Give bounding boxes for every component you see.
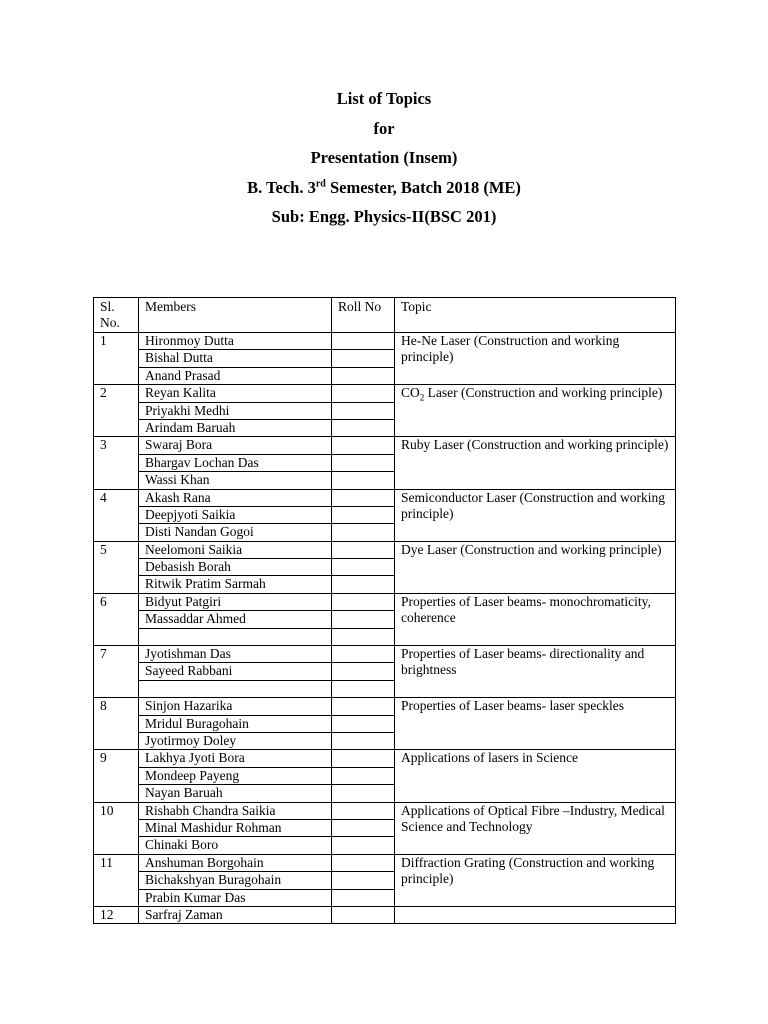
member-name-cell: Wassi Khan bbox=[139, 472, 332, 489]
topic-subscript: 2 bbox=[419, 392, 425, 403]
topics-table bbox=[93, 297, 676, 924]
roll-no-cell bbox=[332, 506, 395, 523]
roll-no-cell bbox=[332, 819, 395, 836]
table-header-row bbox=[94, 298, 676, 333]
member-name-cell: Priyakhi Medhi bbox=[139, 402, 332, 419]
table-row bbox=[94, 646, 676, 663]
topic-cell bbox=[395, 385, 676, 437]
roll-no-cell bbox=[332, 872, 395, 889]
member-name-cell: Akash Rana bbox=[139, 489, 332, 506]
member-name-cell: Nayan Baruah bbox=[139, 785, 332, 802]
serial-number-cell: 6 bbox=[94, 593, 139, 645]
topic-cell: Ruby Laser (Construction and working principle) bbox=[395, 437, 676, 489]
roll-no-cell bbox=[332, 906, 395, 923]
roll-no-cell bbox=[332, 663, 395, 680]
title-course-prefix: B. Tech. 3 bbox=[247, 177, 316, 197]
member-name-cell bbox=[139, 680, 332, 697]
title-course-suffix: Semester, Batch 2018 (ME) bbox=[325, 177, 521, 197]
table-row bbox=[94, 489, 676, 506]
member-name-cell: Chinaki Boro bbox=[139, 837, 332, 854]
roll-no-cell bbox=[332, 889, 395, 906]
roll-no-cell bbox=[332, 576, 395, 593]
member-name-cell: Disti Nandan Gogoi bbox=[139, 524, 332, 541]
topic-cell: Properties of Laser beams- monochromaticity, coherence bbox=[395, 593, 676, 645]
roll-no-cell bbox=[332, 628, 395, 645]
topic-cell bbox=[395, 906, 676, 923]
table-row bbox=[94, 541, 676, 558]
title-for: for bbox=[373, 118, 395, 138]
roll-no-cell bbox=[332, 611, 395, 628]
member-name-cell: Hironmoy Dutta bbox=[139, 333, 332, 350]
title-list-of-topics: List of Topics bbox=[336, 89, 432, 108]
roll-no-cell bbox=[332, 854, 395, 871]
roll-no-cell bbox=[332, 785, 395, 802]
topics-table-body bbox=[94, 333, 676, 924]
topic-cell: Applications of lasers in Science bbox=[395, 750, 676, 802]
topic-cell: Dye Laser (Construction and working principle) bbox=[395, 541, 676, 593]
serial-number-cell: 7 bbox=[94, 646, 139, 698]
roll-no-cell bbox=[332, 646, 395, 663]
roll-no-cell bbox=[332, 472, 395, 489]
member-name-cell: Anshuman Borgohain bbox=[139, 854, 332, 871]
roll-no-cell bbox=[332, 367, 395, 384]
serial-number-cell: 2 bbox=[94, 385, 139, 437]
topic-cell: He-Ne Laser (Construction and working principle) bbox=[395, 333, 676, 385]
roll-no-cell bbox=[332, 333, 395, 350]
member-name-cell: Rishabh Chandra Saikia bbox=[139, 802, 332, 819]
topic-text-suffix: Laser (Construction and working principle) bbox=[424, 385, 663, 401]
roll-no-cell bbox=[332, 437, 395, 454]
serial-number-cell: 12 bbox=[94, 906, 139, 923]
header-roll-no: Roll No bbox=[332, 298, 395, 333]
member-name-cell: Lakhya Jyoti Bora bbox=[139, 750, 332, 767]
member-name-cell: Neelomoni Saikia bbox=[139, 541, 332, 558]
title-course-ordinal: rd bbox=[315, 178, 326, 189]
member-name-cell: Massaddar Ahmed bbox=[139, 611, 332, 628]
table-row bbox=[94, 437, 676, 454]
topic-cell: Properties of Laser beams- directionality and brightness bbox=[395, 646, 676, 698]
roll-no-cell bbox=[332, 680, 395, 697]
roll-no-cell bbox=[332, 454, 395, 471]
member-name-cell: Prabin Kumar Das bbox=[139, 889, 332, 906]
roll-no-cell bbox=[332, 593, 395, 610]
roll-no-cell bbox=[332, 385, 395, 402]
table-row bbox=[94, 333, 676, 350]
serial-number-cell: 8 bbox=[94, 698, 139, 750]
title-subject: Sub: Engg. Physics-II(BSC 201) bbox=[271, 207, 497, 226]
topic-cell: Diffraction Grating (Construction and working principle) bbox=[395, 854, 676, 906]
topic-cell: Semiconductor Laser (Construction and working principle) bbox=[395, 489, 676, 541]
serial-number-cell: 9 bbox=[94, 750, 139, 802]
member-name-cell: Mondeep Payeng bbox=[139, 767, 332, 784]
member-name-cell: Jyotishman Das bbox=[139, 646, 332, 663]
roll-no-cell bbox=[332, 767, 395, 784]
member-name-cell: Jyotirmoy Doley bbox=[139, 732, 332, 749]
header-sl-no: Sl. No. bbox=[94, 298, 139, 333]
roll-no-cell bbox=[332, 698, 395, 715]
roll-no-cell bbox=[332, 837, 395, 854]
roll-no-cell bbox=[332, 715, 395, 732]
topic-cell: Applications of Optical Fibre –Industry, Medical Science and Technology bbox=[395, 802, 676, 854]
member-name-cell: Debasish Borah bbox=[139, 559, 332, 576]
roll-no-cell bbox=[332, 524, 395, 541]
serial-number-cell: 11 bbox=[94, 854, 139, 906]
member-name-cell: Sarfraj Zaman bbox=[139, 906, 332, 923]
member-name-cell: Ritwik Pratim Sarmah bbox=[139, 576, 332, 593]
table-row bbox=[94, 906, 676, 923]
roll-no-cell bbox=[332, 802, 395, 819]
member-name-cell: Deepjyoti Saikia bbox=[139, 506, 332, 523]
roll-no-cell bbox=[332, 419, 395, 436]
serial-number-cell: 1 bbox=[94, 333, 139, 385]
member-name-cell: Bishal Dutta bbox=[139, 350, 332, 367]
member-name-cell: Bichakshyan Buragohain bbox=[139, 872, 332, 889]
member-name-cell: Reyan Kalita bbox=[139, 385, 332, 402]
table-row bbox=[94, 750, 676, 767]
roll-no-cell bbox=[332, 541, 395, 558]
roll-no-cell bbox=[332, 732, 395, 749]
member-name-cell: Arindam Baruah bbox=[139, 419, 332, 436]
header-members: Members bbox=[139, 298, 332, 333]
roll-no-cell bbox=[332, 750, 395, 767]
serial-number-cell: 5 bbox=[94, 541, 139, 593]
serial-number-cell: 10 bbox=[94, 802, 139, 854]
member-name-cell: Mridul Buragohain bbox=[139, 715, 332, 732]
roll-no-cell bbox=[332, 402, 395, 419]
member-name-cell: Bidyut Patgiri bbox=[139, 593, 332, 610]
table-row bbox=[94, 698, 676, 715]
document-heading bbox=[0, 84, 768, 232]
header-topic: Topic bbox=[395, 298, 676, 333]
table-row bbox=[94, 854, 676, 871]
topic-text-prefix: CO bbox=[401, 385, 420, 401]
member-name-cell: Bhargav Lochan Das bbox=[139, 454, 332, 471]
serial-number-cell: 4 bbox=[94, 489, 139, 541]
roll-no-cell bbox=[332, 559, 395, 576]
member-name-cell bbox=[139, 628, 332, 645]
member-name-cell: Sayeed Rabbani bbox=[139, 663, 332, 680]
member-name-cell: Minal Mashidur Rohman bbox=[139, 819, 332, 836]
member-name-cell: Swaraj Bora bbox=[139, 437, 332, 454]
table-row bbox=[94, 802, 676, 819]
topic-cell: Properties of Laser beams- laser speckles bbox=[395, 698, 676, 750]
roll-no-cell bbox=[332, 350, 395, 367]
table-row bbox=[94, 385, 676, 402]
member-name-cell: Sinjon Hazarika bbox=[139, 698, 332, 715]
member-name-cell: Anand Prasad bbox=[139, 367, 332, 384]
title-presentation: Presentation (Insem) bbox=[310, 148, 458, 167]
roll-no-cell bbox=[332, 489, 395, 506]
table-row bbox=[94, 593, 676, 610]
serial-number-cell: 3 bbox=[94, 437, 139, 489]
title-course-batch bbox=[0, 173, 768, 203]
